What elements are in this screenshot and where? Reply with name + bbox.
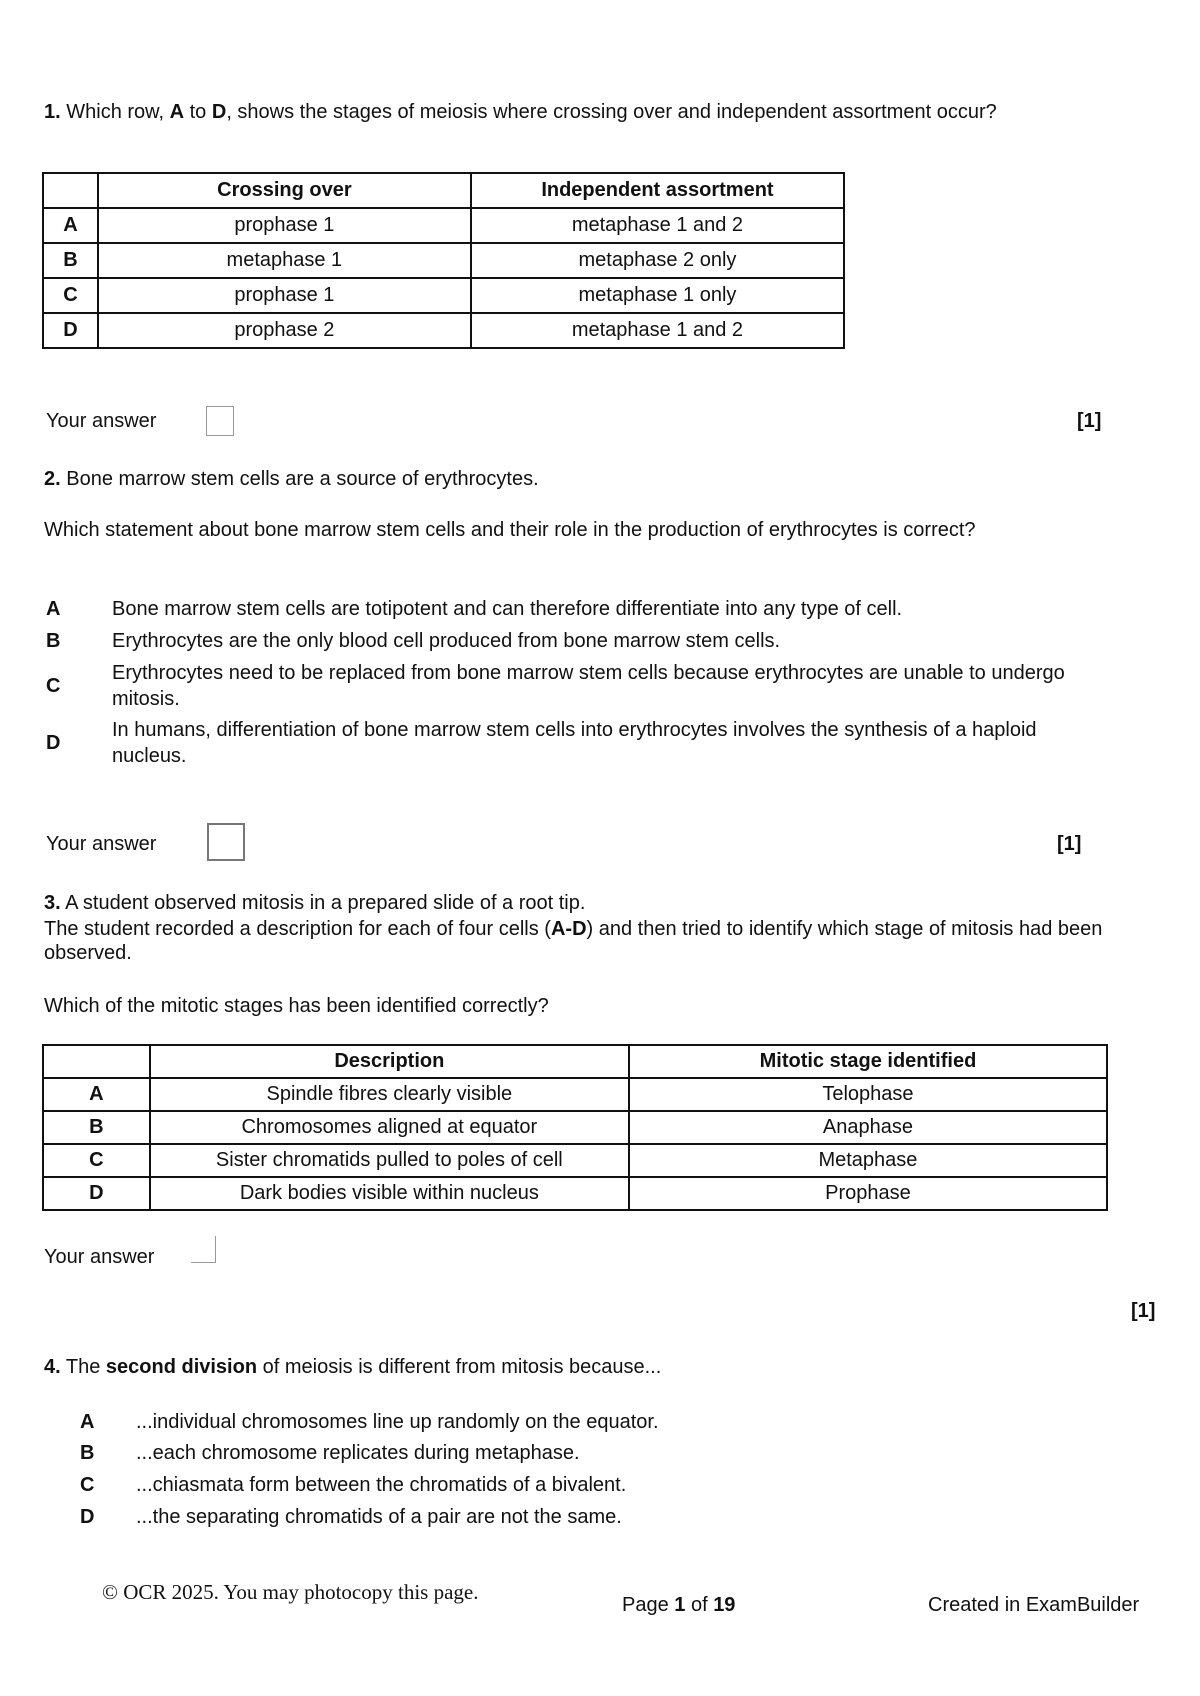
table-header-row <box>43 173 844 208</box>
q4-number: 4. <box>44 1356 61 1378</box>
table-row: A Spindle fibres clearly visible Telophase <box>43 1078 1107 1111</box>
q2-number: 2. <box>44 468 61 490</box>
q1-answer-label: Your answer <box>46 410 157 432</box>
q3-answer-label: Your answer <box>44 1246 155 1268</box>
table-row: D prophase 2 metaphase 1 and 2 <box>43 313 844 348</box>
q2-marks: [1] <box>1057 833 1082 855</box>
q1-table <box>42 172 845 349</box>
table-row: A prophase 1 metaphase 1 and 2 <box>43 208 844 243</box>
q4-option-b: B ...each chromosome replicates during metaphase. <box>80 1442 580 1464</box>
col-crossing-over: Crossing over <box>98 173 471 208</box>
footer-created: Created in ExamBuilder <box>928 1594 1140 1616</box>
table-row: B Chromosomes aligned at equator Anaphase <box>43 1111 1107 1144</box>
q2-option-c: C Erythrocytes need to be replaced from bone marrow stem cells because erythrocytes are unable to undergo mitosis. <box>46 662 1065 710</box>
q2-answer-box[interactable] <box>207 823 245 861</box>
q2-intro: 2. Bone marrow stem cells are a source of erythrocytes. <box>44 468 539 490</box>
q2-option-d: D In humans, differentiation of bone marrow stem cells into erythrocytes involves the synthesis of a haploid nucleus. <box>46 719 1037 767</box>
q3-line2: The student recorded a description for each of four cells (A-D) and then tried to identify which stage of mitosis had been observed. <box>44 918 1103 964</box>
footer-copyright: © OCR 2025. You may photocopy this page. <box>102 1580 479 1604</box>
q4-option-d: D ...the separating chromatids of a pair are not the same. <box>80 1506 622 1528</box>
q1-number: 1. <box>44 101 61 123</box>
col-description: Description <box>150 1045 629 1078</box>
q2-question: Which statement about bone marrow stem cells and their role in the production of erythrocytes is correct? <box>44 519 976 541</box>
q2-option-b: B Erythrocytes are the only blood cell produced from bone marrow stem cells. <box>46 630 781 652</box>
q2-option-a: A Bone marrow stem cells are totipotent and can therefore differentiate into any type of cell. <box>46 598 903 620</box>
q4-option-a: A ...individual chromosomes line up randomly on the equator. <box>80 1411 659 1433</box>
q1-answer-box[interactable] <box>206 406 234 436</box>
q3-table <box>42 1044 1108 1211</box>
table-row: D Dark bodies visible within nucleus Prophase <box>43 1177 1107 1210</box>
q3-question: Which of the mitotic stages has been identified correctly? <box>44 995 549 1017</box>
q3-marks: [1] <box>1131 1300 1156 1322</box>
col-mitotic-stage: Mitotic stage identified <box>629 1045 1107 1078</box>
footer-page-number: Page 1 of 19 <box>622 1594 736 1616</box>
q3-number: 3. <box>44 892 61 914</box>
q4-option-c: C ...chiasmata form between the chromatids of a bivalent. <box>80 1474 627 1496</box>
table-row: C Sister chromatids pulled to poles of cell Metaphase <box>43 1144 1107 1177</box>
col-independent-assortment: Independent assortment <box>471 173 844 208</box>
table-row: C prophase 1 metaphase 1 only <box>43 278 844 313</box>
table-header-row <box>43 1045 1107 1078</box>
q2-answer-label: Your answer <box>46 833 157 855</box>
q3-answer-box[interactable] <box>191 1236 216 1263</box>
q1-text: 1. Which row, A to D, shows the stages of meiosis where crossing over and independent assortment occur? <box>44 101 997 123</box>
q4-text: 4. The second division of meiosis is different from mitosis because... <box>44 1356 662 1378</box>
q1-marks: [1] <box>1077 410 1102 432</box>
table-row: B metaphase 1 metaphase 2 only <box>43 243 844 278</box>
q3-intro: 3. A student observed mitosis in a prepared slide of a root tip. <box>44 892 586 914</box>
